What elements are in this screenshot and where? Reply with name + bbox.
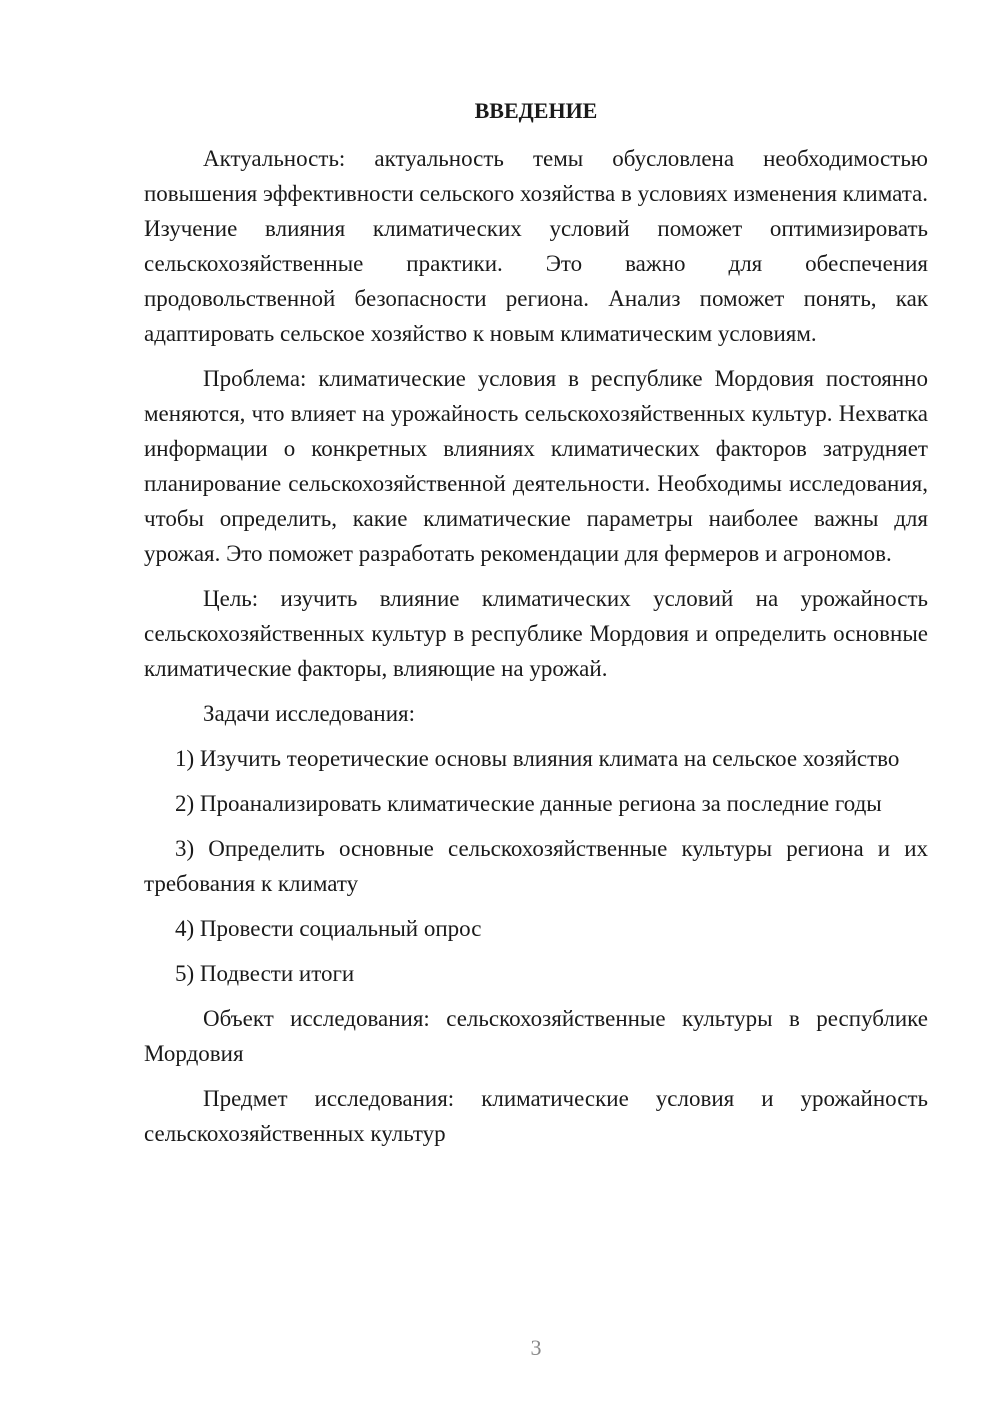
page-number: 3 [530,1335,542,1360]
object-paragraph: Объект исследования: сельскохозяйственные культуры в республике Мордовия [144,1006,928,1066]
page-content [144,93,928,1151]
task-item-4: 4) Провести социальный опрос [175,916,482,941]
tasks-title: Задачи исследования: [203,701,416,726]
goal-paragraph: Цель: изучить влияние климатических условий на урожайность сельскохозяйственных культур в республике Мордовия и определить основные климатические факторы, влияющие на урожай. [144,586,928,681]
subject-paragraph: Предмет исследования: климатические условия и урожайность сельскохозяйственных культур [144,1086,928,1146]
task-item-2: 2) Проанализировать климатические данные региона за последние годы [175,791,882,816]
relevance-paragraph: Актуальность: актуальность темы обусловлена необходимостью повышения эффективности сельского хозяйства в условиях изменения климата. Изучение влияния климатических условий поможет оптимизировать сельскохозяйственные практики. Это важно для обеспечения продовольственной безопасности региона. Анализ поможет понять, как адаптировать сельское хозяйство к новым климатическим условиям. [144,146,928,346]
section-heading: ВВЕДЕНИЕ [474,98,598,123]
task-item-1: 1) Изучить теоретические основы влияния климата на сельское хозяйство [175,746,900,771]
problem-paragraph: Проблема: климатические условия в республике Мордовия постоянно меняются, что влияет на урожайность сельскохозяйственных культур. Нехватка информации о конкретных влияниях климатических факторов затрудняет планирование сельскохозяйственной деятельности. Необходимы исследования, чтобы определить, какие климатические параметры наиболее важны для урожая. Это поможет разработать рекомендации для фермеров и агрономов. [144,366,928,566]
task-item-3: 3) Определить основные сельскохозяйственные культуры региона и их требования к климату [144,836,928,896]
task-item-5: 5) Подвести итоги [175,961,355,986]
